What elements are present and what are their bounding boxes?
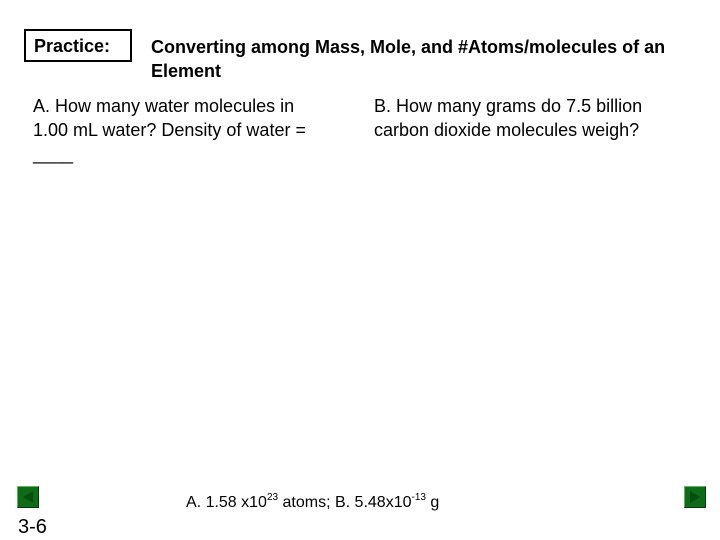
answer-text <box>186 492 439 512</box>
triangle-left-icon <box>20 489 36 505</box>
slide-number: 3-6 <box>18 516 47 538</box>
answer-b-exponent: -13 <box>411 492 426 503</box>
answer-suffix: g <box>425 494 440 511</box>
question-b: B. How many grams do 7.5 billion carbon dioxide molecules weigh? <box>374 96 643 140</box>
previous-slide-button[interactable] <box>17 486 39 508</box>
question-a: A. How many water molecules in 1.00 mL water? Density of water = ____ <box>33 96 306 164</box>
practice-label: Practice: <box>24 29 132 62</box>
triangle-right-icon <box>687 489 703 505</box>
answer-a-exponent: 23 <box>266 492 279 503</box>
slide-title: Converting among Mass, Mole, and #Atoms/molecules of an Element <box>151 37 666 81</box>
answer-a-prefix: A. 1.58 x10 <box>186 494 267 511</box>
next-slide-button[interactable] <box>684 486 706 508</box>
answer-mid: atoms; B. 5.48x10 <box>278 494 412 511</box>
